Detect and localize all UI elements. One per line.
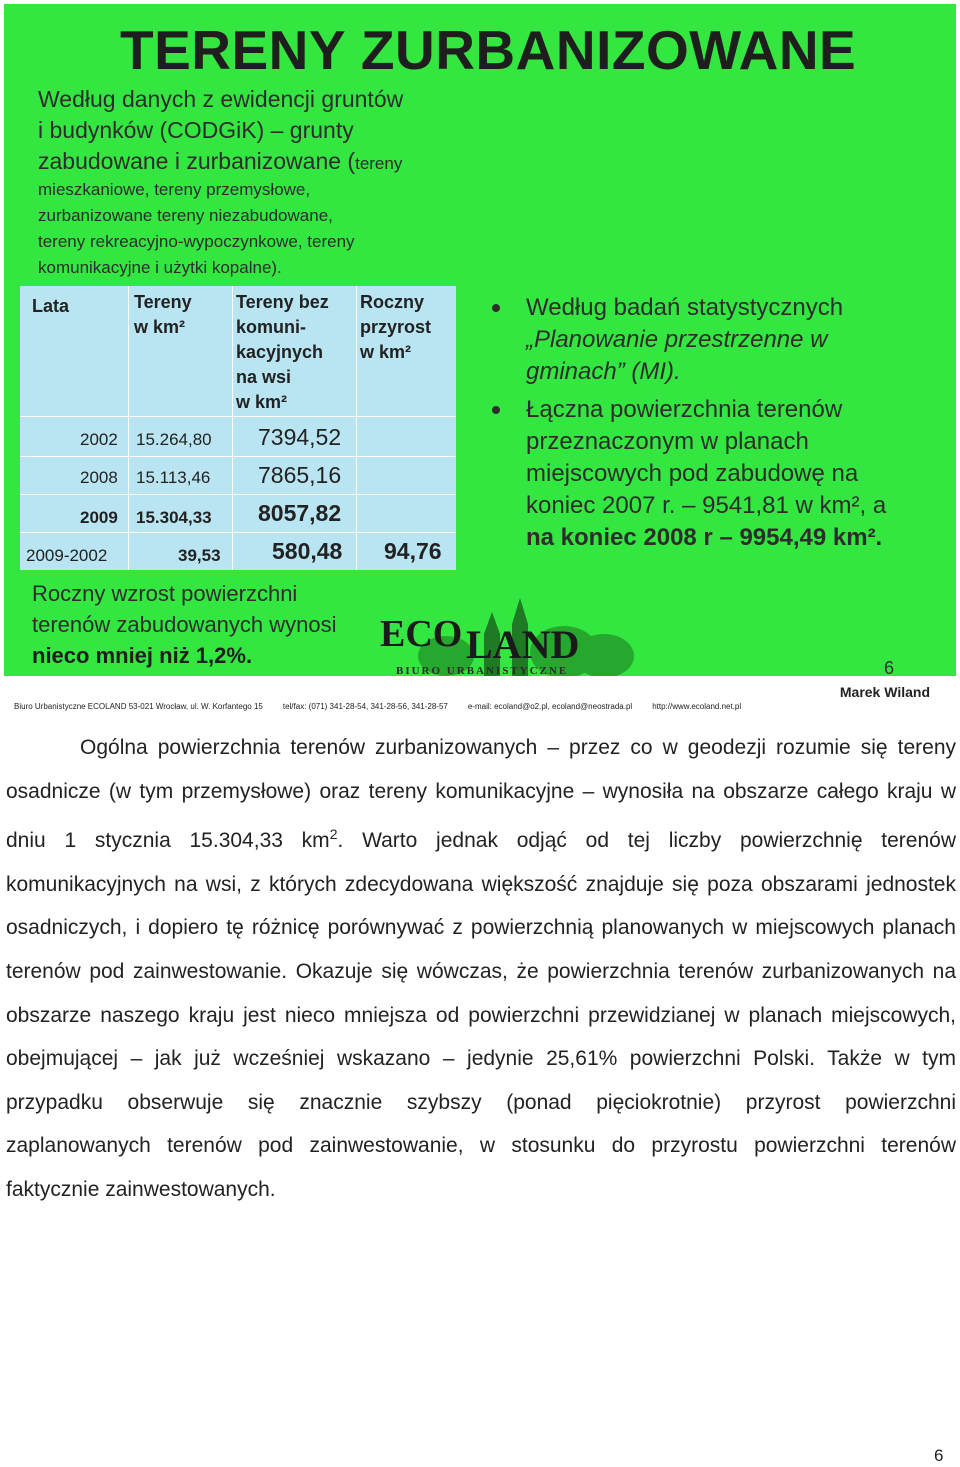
paragraph-text: Ogólna powierzchnia terenów zurbanizowanych – przez co w geodezji rozumie się tereny osadnicze (w tym przemysłowe) oraz tereny komunikacyjne – wynosiła na obszarze całego kraju w dniu 1 stycznia 15.304,33 km	[6, 736, 956, 853]
logo-text: LAND	[466, 622, 580, 667]
header-line: przyrost	[360, 317, 432, 337]
header-line: w km²	[236, 392, 288, 412]
intro-line-big: zabudowane i zurbanizowane (	[38, 148, 356, 174]
slide-intro-text	[38, 84, 558, 281]
table-header-no-comm	[236, 290, 329, 415]
table-cell-area: 39,53	[178, 546, 221, 565]
table-header-area	[134, 290, 192, 340]
intro-line	[38, 146, 558, 177]
bullet-line: na koniec 2008 r – 9954,49 km².	[526, 524, 883, 551]
table-cell-no-comm: 7865,16	[258, 462, 342, 488]
body-paragraph	[6, 726, 956, 1212]
bullet-dot-icon	[492, 304, 500, 312]
paragraph-text: . Warto jednak odjąć od tej liczby powierzchnię terenów komunikacyjnych na wsi, z których zdecydowana większość znajduje się poza obszarami jednostek osadniczych, i dopiero tę różnicę porównywać z powierzchnią planowanych w miejscowych planach terenów pod zainwestowanie. Okazuje się wówczas, że powierzchnia terenów zurbanizowanych na obszarze naszego kraju jest nieco mniejsza od powierzchni przewidzianej w planach miejscowych, obejmującej – jak już wcześniej wskazano – jedynie 25,61% powierzchni Polski. Także w tym przypadku obserwuje się znacznie szybszy (ponad pięciokrotnie) przyrost powierzchni zaplanowanych terenów pod zainwestowanie, w stosunku do przyrostu powierzchni terenów faktycznie zainwestowanych.	[6, 829, 956, 1201]
intro-line: i budynków (CODGiK) – grunty	[38, 117, 354, 143]
growth-line: terenów zabudowanych wynosi	[32, 612, 337, 637]
bullet-line: przeznaczonym w planach	[526, 428, 809, 455]
bullet-line: koniec 2007 r. – 9541,81 w km², a	[526, 492, 887, 519]
slide-bullets	[486, 292, 946, 560]
growth-line: nieco mniej niż 1,2%.	[32, 643, 253, 668]
footer-email: e-mail: ecoland@o2.pl, ecoland@neostrada.pl	[467, 702, 633, 711]
header-line: Roczny	[360, 292, 425, 312]
table-cell-area: 15.304,33	[136, 508, 212, 527]
table-cell-year: 2009-2002	[26, 546, 108, 565]
slide-number: 6	[884, 658, 895, 676]
header-line: Tereny	[134, 292, 192, 312]
footer-company: Biuro Urbanistyczne ECOLAND 53-021 Wrocław, ul. W. Korfantego 15	[14, 702, 263, 711]
header-line: w km²	[360, 342, 412, 362]
stats-table	[20, 286, 456, 570]
footer-www: http://www.ecoland.net.pl	[652, 702, 742, 711]
table-cell-growth: 94,76	[384, 538, 442, 564]
table-cell-area: 15.264,80	[136, 430, 212, 449]
intro-line: mieszkaniowe, tereny przemysłowe,	[38, 180, 311, 199]
logo-subtitle: BIURO URBANISTYCZNE	[396, 665, 569, 676]
table-cell-area: 15.113,46	[136, 468, 211, 487]
slide-footer	[4, 676, 956, 716]
table-cell-no-comm: 7394,52	[258, 424, 342, 450]
table-header-growth	[360, 290, 431, 365]
growth-line: Roczny wzrost powierzchni	[32, 581, 298, 606]
bullet-line: „Planowanie przestrzenne w	[526, 326, 828, 353]
bullet-line: miejscowych pod zabudowę na	[526, 460, 859, 487]
table-cell-no-comm: 580,48	[272, 538, 343, 564]
superscript: 2	[329, 826, 338, 843]
ecoland-logo	[334, 594, 640, 676]
table-cell-year: 2009	[80, 508, 118, 527]
header-line: na wsi	[236, 367, 292, 387]
bullet-line: gminach” (MI).	[526, 358, 681, 385]
table-cell-no-comm: 8057,82	[258, 500, 342, 526]
page-number: 6	[934, 1446, 944, 1465]
table-header-years: Lata	[32, 296, 70, 316]
header-line: kacyjnych	[236, 342, 324, 362]
header-line: w km²	[134, 317, 186, 337]
bullet-line: Według badań statystycznych	[526, 294, 844, 321]
logo-text: ECO	[380, 613, 463, 655]
header-line: Tereny bez	[236, 292, 329, 312]
bullet-item	[486, 394, 946, 554]
intro-line: tereny rekreacyjno-wypoczynkowe, tereny	[38, 232, 355, 251]
paragraph	[6, 726, 956, 1212]
intro-line: Według danych z ewidencji gruntów	[38, 86, 404, 112]
footer-contact	[14, 702, 948, 711]
intro-line-small: tereny	[355, 154, 403, 173]
presentation-slide-image	[4, 4, 956, 716]
slide-title: TERENY ZURBANIZOWANE	[120, 19, 857, 81]
footer-author: Marek Wiland	[839, 684, 930, 700]
header-line: komuni-	[236, 317, 306, 337]
intro-line: zurbanizowane tereny niezabudowane,	[38, 206, 333, 225]
slide-background	[4, 4, 956, 676]
bullet-dot-icon	[492, 406, 500, 414]
table-cell-year: 2002	[80, 430, 118, 449]
footer-phone: tel/fax: (071) 341-28-54, 341-28-56, 341-28-57	[282, 702, 448, 711]
bullet-item	[486, 292, 946, 388]
table-cell-year: 2008	[80, 468, 118, 487]
bullet-line: Łączna powierzchnia terenów	[526, 396, 843, 423]
intro-line: komunikacyjne i użytki kopalne).	[38, 258, 282, 277]
